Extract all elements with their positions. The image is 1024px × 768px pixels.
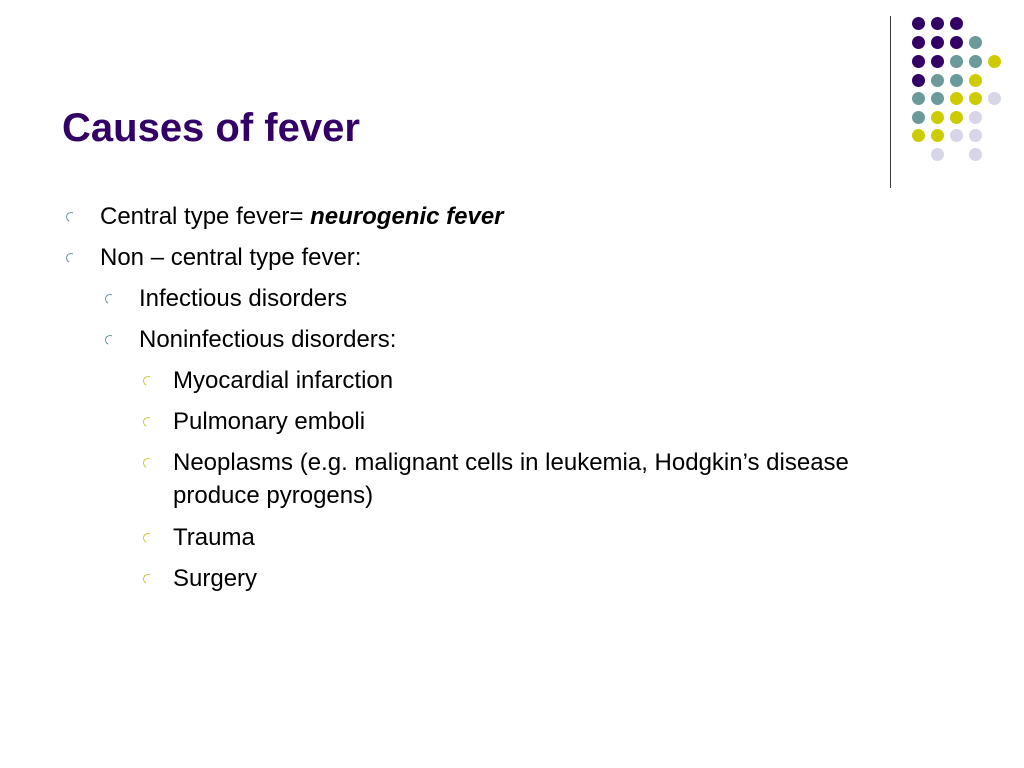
dot [988,92,1001,105]
bullet-text: Non – central type fever: [100,244,362,271]
bullet-icon [65,252,78,265]
bullet-icon [142,457,155,470]
dot [931,148,944,161]
dot [950,17,963,30]
bullet-icon [142,573,155,586]
dot [912,129,925,142]
bullet-item [173,405,365,438]
dot [969,74,982,87]
bullet-icon [104,293,117,306]
dot [950,55,963,68]
slide-title: Causes of fever [62,106,360,150]
bullet-icon [142,375,155,388]
dot [931,92,944,105]
dot [969,92,982,105]
dot [912,92,925,105]
dot [931,129,944,142]
dot [912,17,925,30]
bullet-icon [104,334,117,347]
dot [950,129,963,142]
bullet-item [173,364,393,397]
dot [988,55,1001,68]
vertical-divider [890,16,891,188]
bullet-icon [142,532,155,545]
bullet-item [100,241,361,274]
dot [969,148,982,161]
bullet-icon [65,211,78,224]
dot [931,74,944,87]
dot [969,111,982,124]
dot [950,92,963,105]
bullet-text [100,200,504,233]
bullet-item [100,200,504,233]
bullet-text: Surgery [173,565,258,592]
dot [969,55,982,68]
bullet-text: Trauma [173,524,255,551]
bullet-icon [142,416,155,429]
bullet-item [173,521,255,554]
dot [950,111,963,124]
bullet-text: Myocardial infarction [173,367,394,394]
bullet-text: Infectious disorders [139,285,348,312]
dot [912,111,925,124]
bullet-text: Pulmonary emboli [173,408,366,435]
dot [912,55,925,68]
dot [912,36,925,49]
bullet-text: Noninfectious disorders: [139,326,397,353]
dot [931,55,944,68]
dot [931,111,944,124]
dot [931,36,944,49]
bullet-emphasis: neurogenic fever [310,203,504,230]
dot [912,74,925,87]
bullet-item [139,323,396,356]
bullet-item [173,446,893,512]
dot [969,129,982,142]
dot [950,36,963,49]
bullet-text: Neoplasms (e.g. malignant cells in leukemia, Hodgkin’s disease produce pyrogens) [173,449,849,509]
bullet-prefix: Central type fever= [100,203,311,230]
bullet-item [173,562,257,595]
dot [969,36,982,49]
dot [931,17,944,30]
bullet-item [139,282,347,315]
dot [950,74,963,87]
